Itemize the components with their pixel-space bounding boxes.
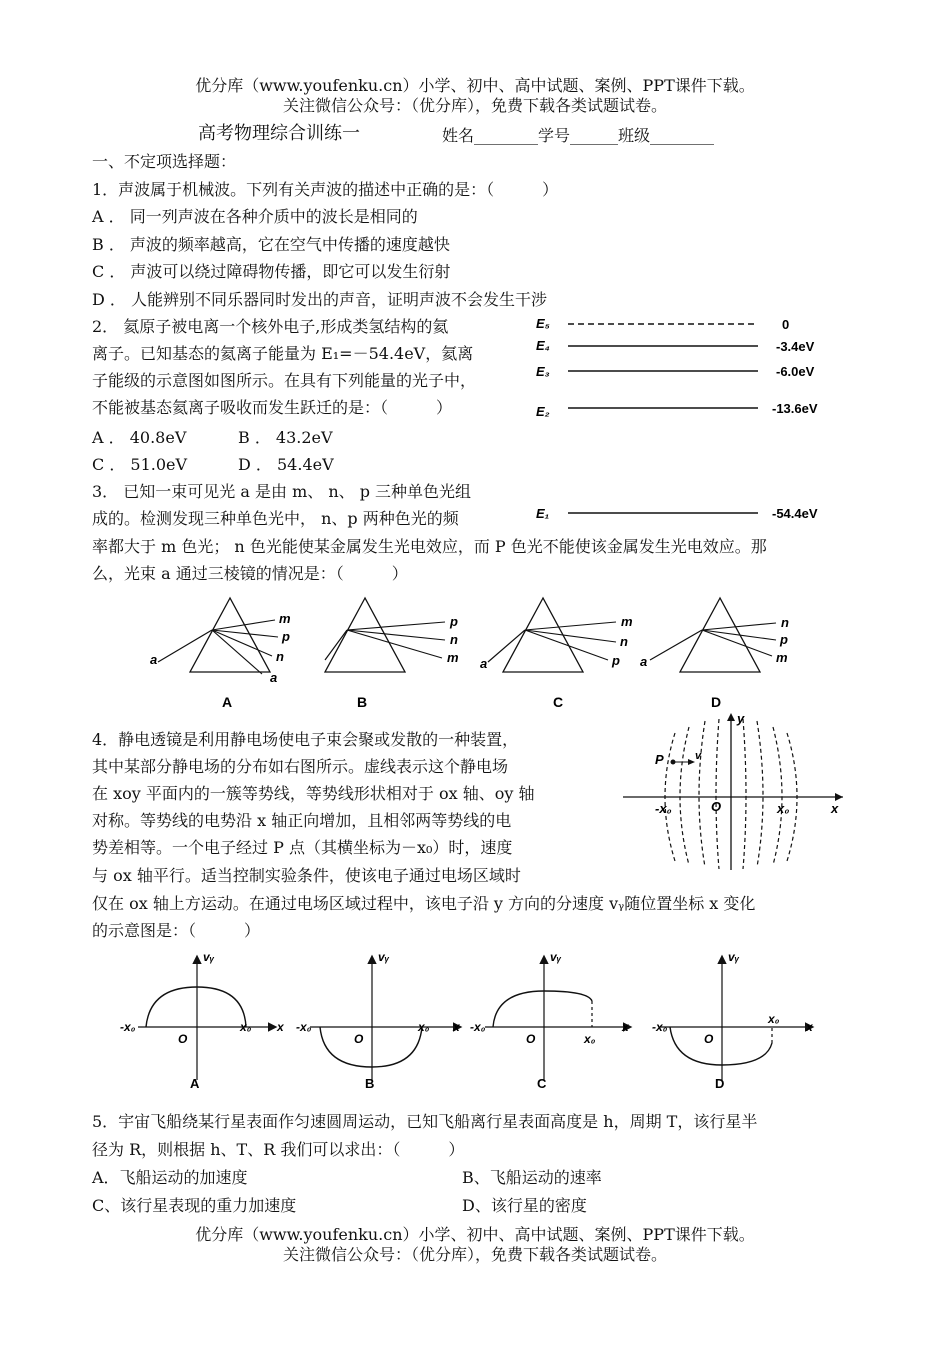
level-energy-e2: -13.6eV <box>772 401 818 416</box>
prism-d-ray-3: m <box>776 650 788 665</box>
graph-b-origin: O <box>354 1032 364 1046</box>
field-y-label: y <box>737 711 745 726</box>
graph-c-vy: vᵧ <box>550 950 562 964</box>
prism-b-label: B <box>357 694 368 710</box>
prism-a-in: a <box>150 652 158 667</box>
graph-a-neg-x0: -x₀ <box>120 1020 136 1034</box>
q3-line-2: 成的。检测发现三种单色光中， n、p 两种色光的频 <box>92 509 459 528</box>
q5-option-d: D、该行星的密度 <box>462 1196 587 1215</box>
q5-option-b: B、飞船运动的速率 <box>462 1168 602 1187</box>
q1-option-a: A ． 同一列声波在各种介质中的波长是相同的 <box>92 207 418 226</box>
q5-option-c: C、该行星表现的重力加速度 <box>92 1196 297 1215</box>
graph-a-x0: x₀ <box>240 1020 252 1034</box>
graph-d-vy: vᵧ <box>728 950 740 964</box>
field-origin-label: O <box>711 799 722 814</box>
graph-b-x0: x₀ <box>418 1020 430 1034</box>
prism-d-in: a <box>640 654 648 669</box>
q2-line-4: 不能被基态氦离子吸收而发生跃迁的是：（ ） <box>92 398 453 417</box>
vy-graph-b <box>296 950 461 1091</box>
graph-c-x: x <box>622 1020 629 1034</box>
level-energy-e4: -3.4eV <box>776 339 815 354</box>
graph-b-vy: vᵧ <box>378 950 390 964</box>
q2-option-c: C ． 51.0eV <box>92 455 188 474</box>
q5-line-2: 径为 R，则根据 h、T、R 我们可以求出：（ ） <box>92 1140 465 1159</box>
prism-a-ray-3: n <box>276 649 284 664</box>
graph-b-x: x <box>453 1020 460 1034</box>
section-heading: 一、不定项选择题： <box>92 152 237 171</box>
graph-c-label: C <box>537 1076 547 1091</box>
vy-graph-a <box>120 950 285 1091</box>
prism-a-ray-2: p <box>282 629 290 644</box>
prism-a-out: a <box>270 670 278 685</box>
graph-a-label: A <box>190 1076 200 1091</box>
q5-option-a: A．飞船运动的加速度 <box>92 1168 248 1187</box>
graph-a-vy: vᵧ <box>203 950 215 964</box>
field-x-label: x <box>831 801 839 816</box>
graph-c-x0: x₀ <box>584 1032 596 1046</box>
q1-option-b: B ． 声波的频率越高，它在空气中传播的速度越快 <box>92 235 450 254</box>
q3-line-1: 3． 已知一束可见光 a 是由 m、 n、 p 三种单色光组 <box>92 482 472 501</box>
q3-line-4: 么，光束 a 通过三棱镜的情况是：（ ） <box>92 564 408 583</box>
graph-d-label: D <box>715 1076 725 1091</box>
prism-b <box>325 598 459 710</box>
graph-c-origin: O <box>526 1032 536 1046</box>
q4-line-4: 对称。等势线的电势沿 x 轴正向增加，且相邻两等势线的电 <box>92 811 512 830</box>
q4-line-1: 4．静电透镜是利用静电场使电子束会聚或发散的一种装置， <box>92 730 519 749</box>
graph-c-neg-x0: -x₀ <box>470 1020 486 1034</box>
graph-d-neg-x0: -x₀ <box>652 1020 668 1034</box>
prism-c-ray-3: p <box>612 653 620 668</box>
header-line-2: 关注微信公众号：（优分库），免费下载各类试题试卷。 <box>282 96 667 115</box>
vy-graph-c <box>470 950 630 1091</box>
header-line-1: 优分库（www.youfenku.cn）小学、初中、高中试题、案例、PPT课件下载。 <box>195 76 755 95</box>
level-label-e4: E₄ <box>536 338 550 353</box>
q3-line-3: 率都大于 m 色光； n 色光能使某金属发生光电效应，而 P 色光不能使该金属发生光电效应。那 <box>92 537 767 556</box>
level-label-e3: E₃ <box>536 364 550 379</box>
field-x0-label: x₀ <box>777 801 790 816</box>
prism-a-label: A <box>222 694 233 710</box>
prism-diagrams <box>140 590 820 715</box>
level-label-e5: E₅ <box>536 316 550 331</box>
q2-line-2: 离子。已知基态的氦离子能量为 E₁=－54.4eV，氦离 <box>92 344 474 363</box>
q4-line-3: 在 xoy 平面内的一簇等势线，等势线形状相对于 ox 轴、oy 轴 <box>92 784 535 803</box>
prism-c-ray-1: m <box>621 614 633 629</box>
prism-d-label: D <box>711 694 722 710</box>
student-info-fields: 姓名________学号______班级________ <box>442 126 715 145</box>
vy-graphs <box>110 945 840 1095</box>
prism-c-in: a <box>480 656 488 671</box>
footer-line-1: 优分库（www.youfenku.cn）小学、初中、高中试题、案例、PPT课件下载。 <box>195 1225 755 1244</box>
q4-line-2: 其中某部分静电场的分布如右图所示。虚线表示这个静电场 <box>92 757 509 776</box>
prism-c-ray-2: n <box>620 634 628 649</box>
q1-option-d: D ． 人能辨别不同乐器同时发出的声音，证明声波不会发生干涉 <box>92 290 548 309</box>
prism-c-label: C <box>553 694 564 710</box>
q2-option-d: D ． 54.4eV <box>238 455 334 474</box>
q5-line-1: 5．宇宙飞船绕某行星表面作匀速圆周运动，已知飞船离行星表面高度是 h，周期 T，该行星半 <box>92 1112 758 1131</box>
q1-option-c: C ． 声波可以绕过障碍物传播，即它可以发生衍射 <box>92 262 451 281</box>
q2-line-3: 子能级的示意图如图所示。在具有下列能量的光子中， <box>92 371 477 390</box>
prism-b-ray-1: p <box>450 614 458 629</box>
level-energy-e3: -6.0eV <box>776 364 815 379</box>
vy-graph-d <box>652 950 814 1091</box>
level-label-e2: E₂ <box>536 404 550 419</box>
graph-a-x: x <box>277 1020 284 1034</box>
footer-line-2: 关注微信公众号：（优分库），免费下载各类试题试卷。 <box>282 1245 667 1264</box>
q2-line-1: 2． 氦原子被电离一个核外电子,形成类氢结构的氦 <box>92 317 449 336</box>
graph-d-origin: O <box>704 1032 714 1046</box>
level-label-e1: E₁ <box>536 506 550 521</box>
graph-b-label: B <box>365 1076 375 1091</box>
prism-c <box>480 598 633 710</box>
q1-stem: 1．声波属于机械波。下列有关声波的描述中正确的是：（ ） <box>92 180 559 199</box>
energy-level-diagram <box>530 310 840 530</box>
prism-b-ray-3: m <box>447 650 459 665</box>
prism-b-ray-2: n <box>450 632 458 647</box>
q4-line-8: 的示意图是：（ ） <box>92 921 261 940</box>
q2-option-b: B ． 43.2eV <box>238 428 333 447</box>
q2-option-a: A ． 40.8eV <box>92 428 187 447</box>
level-energy-e5: 0 <box>782 317 790 332</box>
field-v-label: v <box>695 750 702 762</box>
prism-d-ray-1: n <box>781 615 789 630</box>
graph-a-origin: O <box>178 1032 188 1046</box>
equipotential-field-diagram <box>615 705 855 875</box>
prism-a-ray-1: m <box>279 611 291 626</box>
graph-b-neg-x0: -x₀ <box>296 1020 312 1034</box>
page-title: 高考物理综合训练一 <box>198 123 360 144</box>
q4-line-5: 势差相等。一个电子经过 P 点（其横坐标为－x₀）时，速度 <box>92 838 513 857</box>
prism-d-ray-2: p <box>780 632 788 647</box>
level-energy-e1: -54.4eV <box>772 506 818 521</box>
graph-d-x0: x₀ <box>768 1012 780 1026</box>
field-neg-x0-label: -x₀ <box>655 801 672 816</box>
prism-d <box>640 598 789 710</box>
q4-line-7: 仅在 ox 轴上方运动。在通过电场区域过程中，该电子沿 y 方向的分速度 vᵧ随位置坐标 x 变化 <box>92 894 756 913</box>
field-p-label: P <box>655 752 664 767</box>
graph-d-x: x <box>806 1020 813 1034</box>
prism-a <box>150 598 291 710</box>
q4-line-6: 与 ox 轴平行。适当控制实验条件，使该电子通过电场区域时 <box>92 866 521 885</box>
